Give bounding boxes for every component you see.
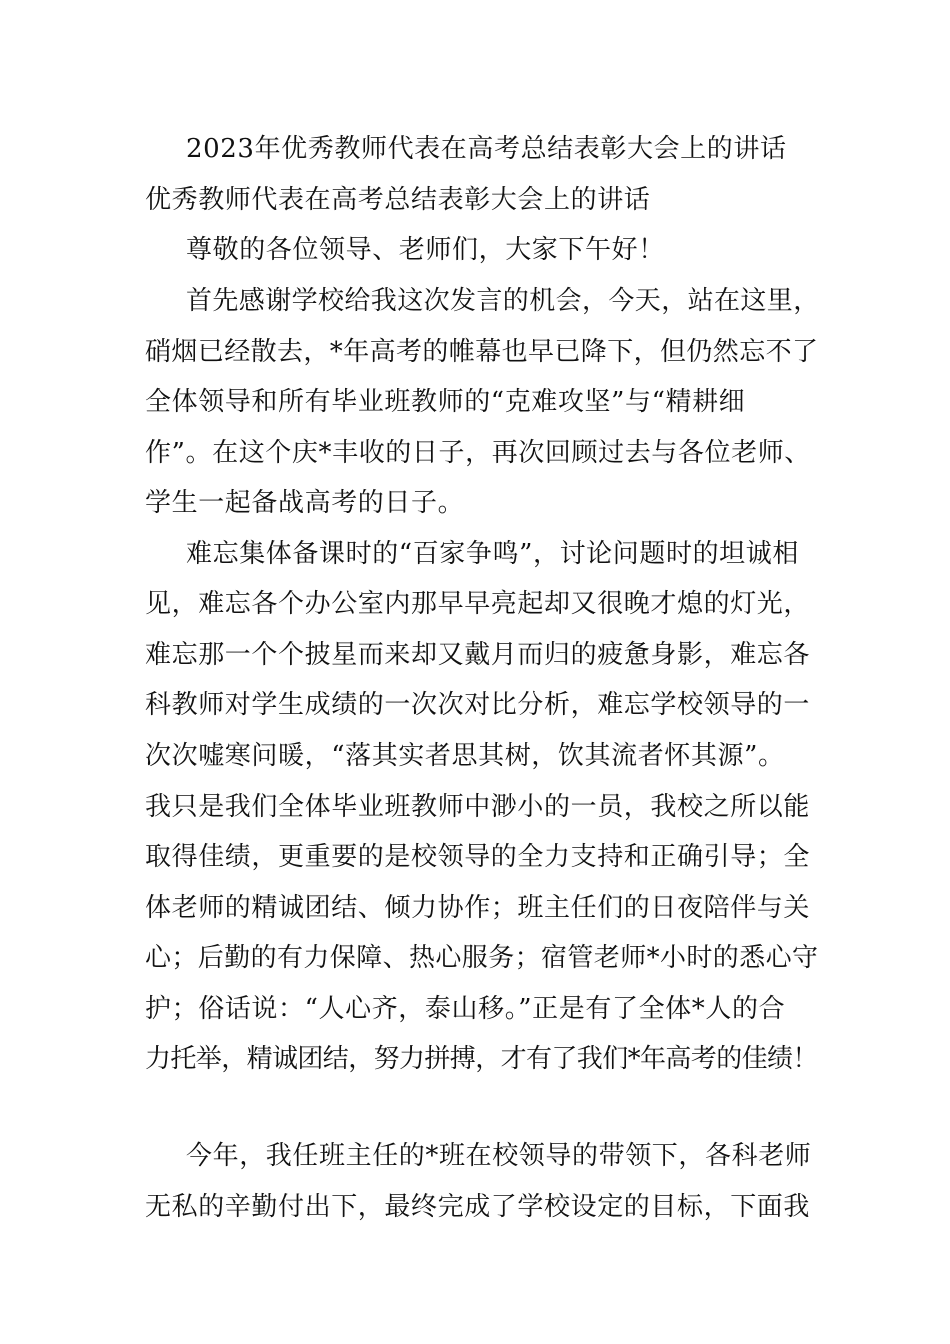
paragraph-line: 心；后勤的有力保障、热心服务；宿管老师*小时的悉心守: [145, 943, 819, 973]
paragraph-line: 取得佳绩，更重要的是校领导的全力支持和正确引导；全: [145, 842, 811, 872]
document-subtitle: 优秀教师代表在高考总结表彰大会上的讲话: [145, 185, 651, 215]
paragraph-line: 科教师对学生成绩的一次次对比分析，难忘学校领导的一: [145, 690, 811, 720]
document-title: 2023年优秀教师代表在高考总结表彰大会上的讲话: [186, 134, 787, 164]
paragraph-line: 学生一起备战高考的日子。: [145, 488, 465, 518]
greeting-line: 尊敬的各位领导、老师们，大家下午好！: [186, 235, 665, 265]
paragraph-line: 首先感谢学校给我这次发言的机会，今天，站在这里，: [186, 286, 820, 316]
paragraph-line: 今年，我任班主任的*班在校领导的带领下，各科老师: [186, 1141, 812, 1171]
paragraph-line: 硝烟已经散去，*年高考的帷幕也早已降下，但仍然忘不了: [145, 337, 819, 367]
paragraph-line: 难忘那一个个披星而来却又戴月而归的疲惫身影，难忘各: [145, 640, 811, 670]
paragraph-line: 作”。在这个庆*丰收的日子，再次回顾过去与各位老师、: [145, 438, 811, 468]
paragraph-line: 全体领导和所有毕业班教师的“克难攻坚”与“精耕细: [145, 387, 746, 417]
paragraph-line: 无私的辛勤付出下，最终完成了学校设定的目标，下面我: [145, 1192, 811, 1222]
paragraph-line: 次次嘘寒问暖，“落其实者思其树，饮其流者怀其源”。: [145, 741, 785, 771]
paragraph-line: 力托举，精诚团结，努力拼搏，才有了我们*年高考的佳绩！: [145, 1044, 818, 1074]
paragraph-line: 我只是我们全体毕业班教师中渺小的一员，我校之所以能: [145, 792, 811, 822]
paragraph-line: 见，难忘各个办公室内那早早亮起却又很晚才熄的灯光，: [145, 589, 811, 619]
paragraph-line: 难忘集体备课时的“百家争鸣”，讨论问题时的坦诚相: [186, 539, 799, 569]
paragraph-line: 体老师的精诚团结、倾力协作；班主任们的日夜陪伴与关: [145, 893, 811, 923]
paragraph-line: 护；俗话说：“人心齐，泰山移。”正是有了全体*人的合: [145, 994, 786, 1024]
